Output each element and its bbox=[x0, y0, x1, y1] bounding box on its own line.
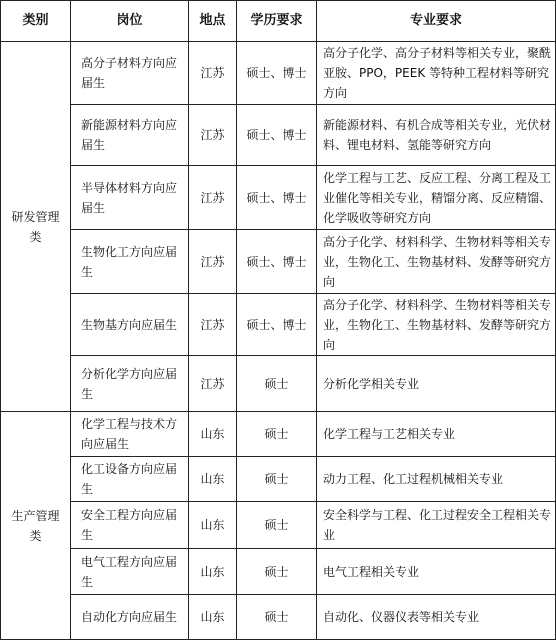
table-row bbox=[1, 595, 556, 640]
location-cell: 山东 bbox=[189, 412, 237, 457]
major-cell: 分析化学相关专业 bbox=[317, 356, 556, 412]
position-cell: 半导体材料方向应届生 bbox=[71, 166, 189, 230]
header-category: 类别 bbox=[1, 1, 71, 42]
table-row bbox=[1, 42, 556, 105]
major-cell: 新能源材料、有机合成等相关专业，光伏材料、锂电材料、氢能等研究方向 bbox=[317, 105, 556, 166]
table-row bbox=[1, 457, 556, 502]
position-cell: 自动化方向应届生 bbox=[71, 595, 189, 640]
education-cell: 硕士、博士 bbox=[237, 105, 317, 166]
position-cell: 生物化工方向应届生 bbox=[71, 230, 189, 294]
education-cell: 硕士 bbox=[237, 502, 317, 549]
table-row bbox=[1, 502, 556, 549]
position-cell: 化学工程与技术方向应届生 bbox=[71, 412, 189, 457]
position-cell: 安全工程方向应届生 bbox=[71, 502, 189, 549]
major-cell: 动力工程、化工过程机械相关专业 bbox=[317, 457, 556, 502]
location-cell: 江苏 bbox=[189, 294, 237, 356]
header-position: 岗位 bbox=[71, 1, 189, 42]
location-cell: 江苏 bbox=[189, 356, 237, 412]
position-cell: 分析化学方向应届生 bbox=[71, 356, 189, 412]
education-cell: 硕士 bbox=[237, 356, 317, 412]
education-cell: 硕士、博士 bbox=[237, 166, 317, 230]
header-major: 专业要求 bbox=[317, 1, 556, 42]
position-cell: 新能源材料方向应届生 bbox=[71, 105, 189, 166]
table-row bbox=[1, 412, 556, 457]
location-cell: 山东 bbox=[189, 549, 237, 595]
location-cell: 江苏 bbox=[189, 42, 237, 105]
education-cell: 硕士 bbox=[237, 457, 317, 502]
major-cell: 化学工程与工艺相关专业 bbox=[317, 412, 556, 457]
location-cell: 山东 bbox=[189, 457, 237, 502]
table-row bbox=[1, 549, 556, 595]
education-cell: 硕士、博士 bbox=[237, 42, 317, 105]
major-cell: 自动化、仪器仪表等相关专业 bbox=[317, 595, 556, 640]
location-cell: 江苏 bbox=[189, 166, 237, 230]
location-cell: 江苏 bbox=[189, 230, 237, 294]
position-cell: 电气工程方向应届生 bbox=[71, 549, 189, 595]
position-cell: 化工设备方向应届生 bbox=[71, 457, 189, 502]
education-cell: 硕士、博士 bbox=[237, 230, 317, 294]
education-cell: 硕士 bbox=[237, 549, 317, 595]
location-cell: 江苏 bbox=[189, 105, 237, 166]
category-cell-rd: 研发管理类 bbox=[1, 42, 71, 412]
position-cell: 生物基方向应届生 bbox=[71, 294, 189, 356]
position-cell: 高分子材料方向应届生 bbox=[71, 42, 189, 105]
category-cell-production: 生产管理类 bbox=[1, 412, 71, 640]
major-cell: 高分子化学、材料科学、生物材料等相关专业，生物化工、生物基材料、发酵等研究方向 bbox=[317, 230, 556, 294]
education-cell: 硕士、博士 bbox=[237, 294, 317, 356]
table-row bbox=[1, 230, 556, 294]
major-cell: 高分子化学、材料科学、生物材料等相关专业，生物化工、生物基材料、发酵等研究方向 bbox=[317, 294, 556, 356]
table-row bbox=[1, 105, 556, 166]
table-row bbox=[1, 294, 556, 356]
education-cell: 硕士 bbox=[237, 412, 317, 457]
table-row bbox=[1, 166, 556, 230]
table-row bbox=[1, 356, 556, 412]
major-cell: 高分子化学、高分子材料等相关专业，聚酰亚胺、PPO，PEEK 等特种工程材料等研究方向 bbox=[317, 42, 556, 105]
major-cell: 电气工程相关专业 bbox=[317, 549, 556, 595]
location-cell: 山东 bbox=[189, 502, 237, 549]
header-row bbox=[1, 1, 556, 42]
major-cell: 化学工程与工艺、反应工程、分离工程及工业催化等相关专业，精馏分离、反应精馏、化学吸收等研究方向 bbox=[317, 166, 556, 230]
major-cell: 安全科学与工程、化工过程安全工程相关专业 bbox=[317, 502, 556, 549]
header-education: 学历要求 bbox=[237, 1, 317, 42]
location-cell: 山东 bbox=[189, 595, 237, 640]
education-cell: 硕士 bbox=[237, 595, 317, 640]
header-location: 地点 bbox=[189, 1, 237, 42]
